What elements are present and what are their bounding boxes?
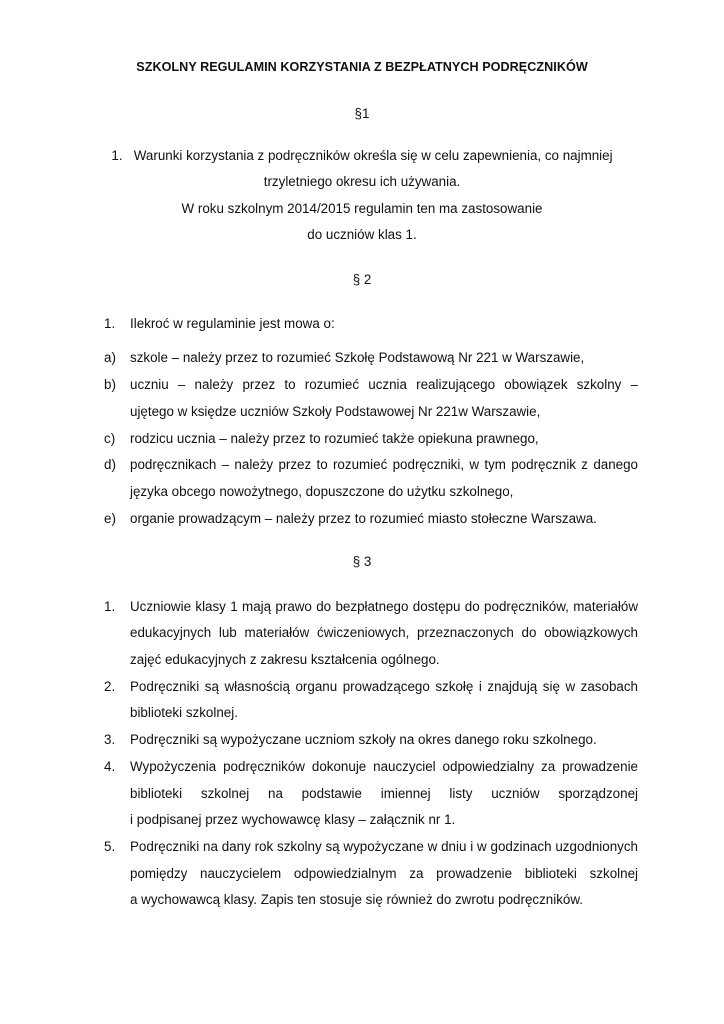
section3-item-5 [104,839,638,855]
section1-line-3: W roku szkolnym 2014/2015 regulamin ten ma zastosowanie [181,201,543,216]
section2-item-b-line-2: ujętego w księdze uczniów Szkoły Podstawowej Nr 221w Warszawie, [130,404,541,419]
section1-line-2: trzyletniego okresu ich używania. [263,174,461,189]
section2-item-e-line-1: organie prowadzącym – należy przez to rozumieć miasto stołeczne Warszawa. [130,511,597,526]
section3-item-3-marker: 3. [104,732,116,747]
section2-heading: § 2 [352,272,372,287]
section3-item-2-line-1: Podręczniki są własnością organu prowadzącego szkołę i znajdują się w zasobach [130,679,638,694]
section2-item-d-marker: d) [104,457,116,472]
section3-item-1-marker: 1. [104,599,116,614]
section2-intro-marker: 1. [104,316,116,331]
section2-item-b-line-1: uczniu – należy przez to rozumieć ucznia realizującego obowiązek szkolny – [130,377,638,392]
section2-item-e-marker: e) [104,511,116,526]
section1-item-marker: 1. [111,148,123,163]
section3-item-5-line-1: Podręczniki na dany rok szkolny są wypożyczane w dniu i w godzinach uzgodnionych [130,839,638,854]
section3-item-5-marker: 5. [104,839,116,854]
section3-item-4 [104,759,638,775]
section3-item-1 [104,599,638,615]
section1-line-1 [0,148,724,164]
section3-item-1-line-3: zajęć edukacyjnych z zakresu kształcenia ogólnego. [130,652,440,667]
section3-item-2 [104,679,638,695]
section3-item-5-line-3: a wychowawcą klasy. Zapis ten stosuje się również do zwrotu podręczników. [130,892,584,907]
section3-item-2-marker: 2. [104,679,116,694]
section3-item-4-line-2: biblioteki szkolnej na podstawie imiennej listy uczniów sporządzonej [130,786,638,801]
section2-item-c-marker: c) [104,431,116,446]
section3-item-1-line-1: Uczniowie klasy 1 mają prawo do bezpłatnego dostępu do podręczników, materiałów [130,599,638,614]
section2-item-c [104,431,638,447]
section2-item-b-marker: b) [104,377,116,392]
section2-item-d-line-2: języka obcego nowożytnego, dopuszczone do użytku szkolnego, [130,484,514,499]
section2-item-d-line-1: podręcznikach – należy przez to rozumieć podręczniki, w tym podręcznik z danego [130,457,638,472]
section3-heading: § 3 [352,554,372,569]
section2-intro [104,316,638,332]
section1-line-1-text: Warunki korzystania z podręczników określa się w celu zapewnienia, co najmniej [133,148,613,163]
section2-intro-text: Ilekroć w regulaminie jest mowa o: [130,316,335,331]
section2-item-a [104,350,638,366]
section3-item-3 [104,732,638,748]
section1-line-4: do uczniów klas 1. [307,227,417,242]
section2-item-d [104,457,638,473]
section3-item-1-line-2: edukacyjnych lub materiałów ćwiczeniowych, przeznaczonych do obowiązkowych [130,625,638,640]
section2-item-a-marker: a) [104,350,116,365]
section3-item-5-line-2: pomiędzy nauczycielem odpowiedzialnym za prowadzenie biblioteki szkolnej [130,866,638,881]
document-title: SZKOLNY REGULAMIN KORZYSTANIA Z BEZPŁATNYCH PODRĘCZNIKÓW [136,60,588,74]
section3-item-4-marker: 4. [104,759,116,774]
section2-item-b [104,377,638,393]
section2-item-c-line-1: rodzicu ucznia – należy przez to rozumieć także opiekuna prawnego, [130,431,539,446]
section3-item-4-line-1: Wypożyczenia podręczników dokonuje nauczyciel odpowiedzialny za prowadzenie [130,759,638,774]
section1-heading: §1 [354,106,370,121]
section3-item-3-line-1: Podręczniki są wypożyczane uczniom szkoły na okres danego roku szkolnego. [130,732,597,747]
section2-item-a-line-1: szkole – należy przez to rozumieć Szkołę Podstawową Nr 221 w Warszawie, [130,350,585,365]
section3-item-2-line-2: biblioteki szkolnej. [130,705,238,720]
section3-item-4-line-3: i podpisanej przez wychowawcę klasy – załącznik nr 1. [130,812,456,827]
section2-item-e [104,511,638,527]
